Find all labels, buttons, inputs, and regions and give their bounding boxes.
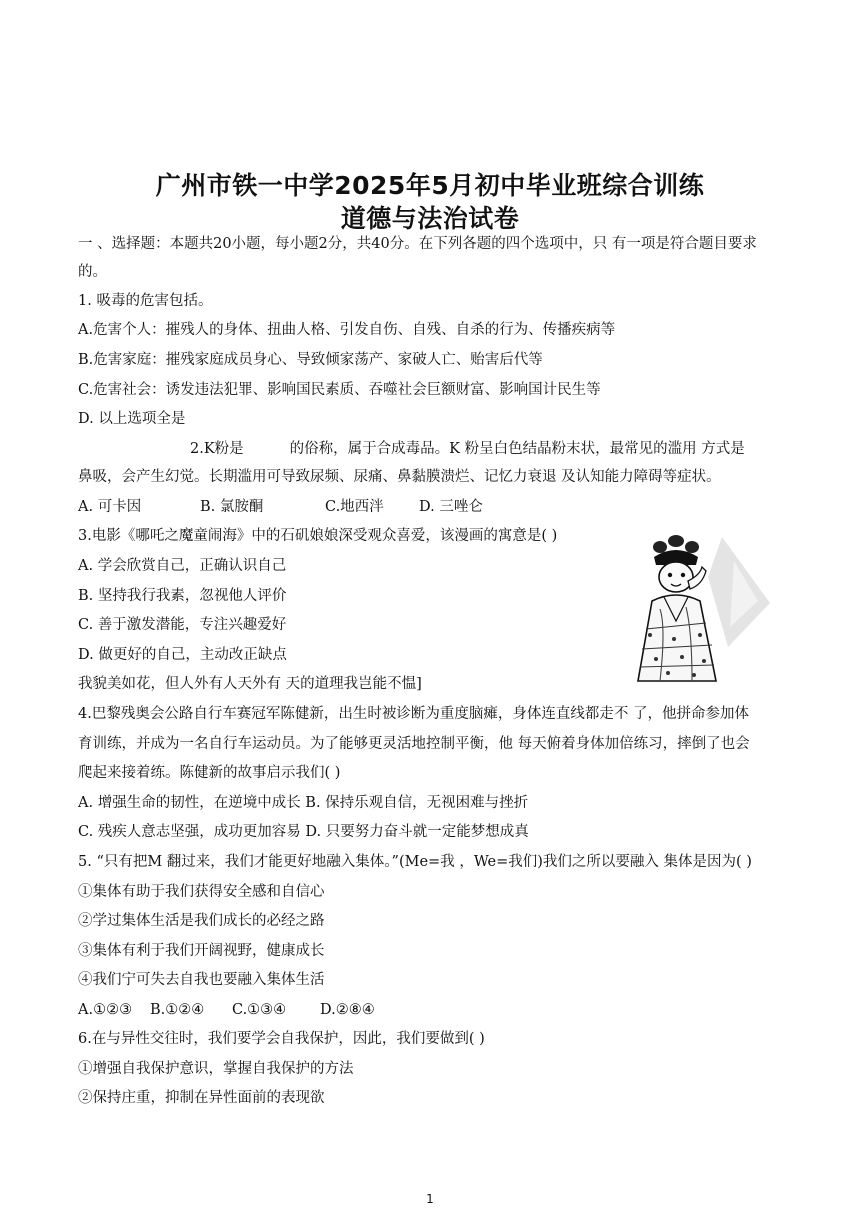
q2-option-a: A. 可卡因 [78, 499, 142, 515]
q2-stem [190, 439, 745, 459]
q5-options [78, 1000, 375, 1020]
q5-option-d: D.②⑧④ [320, 1002, 375, 1018]
exam-subtitle: 道德与法治试卷 [340, 204, 520, 233]
q2-stem-part1: 2.K粉是 [190, 441, 244, 457]
q5-option-b: B.①②④ [150, 1002, 205, 1018]
q5-option-c: C.①③④ [232, 1002, 287, 1018]
q1-option-c: C.危害社会：诱发违法犯罪、影响国民素质、吞噬社会巨额财富、影响国计民生等 [78, 382, 601, 398]
q4-stem: 4.巴黎残奥会公路自行车赛冠军陈健新，出生时被诊断为重度脑瘫，身体连直线都走不 了，他拼命参加体 [78, 706, 749, 722]
section-instructions-cont: 的。 [78, 264, 107, 280]
exam-title: 广州市铁一中学2025年5月初中毕业班综合训练 [155, 171, 705, 200]
q1-stem: 1. 吸毒的危害包括。 [78, 293, 213, 309]
shiji-cartoon-image [630, 531, 772, 687]
page-number: 1 [426, 1192, 434, 1206]
q3-cartoon-caption: 我貌美如花，但人外有人天外有 天的道理我岂能不愠] [78, 676, 422, 692]
q3-option-c: C. 善于激发潜能，专注兴趣爱好 [78, 617, 287, 633]
q2-options [78, 497, 483, 517]
q4-options-ab: A. 增强生命的韧性，在逆境中成长 B. 保持乐观自信，无视困难与挫折 [78, 795, 529, 811]
q6-statement-1: ①增强自我保护意识，掌握自我保护的方法 [78, 1061, 354, 1077]
q4-options-cd: C. 残疾人意志坚强，成功更加容易 D. 只要努力奋斗就一定能梦想成真 [78, 824, 529, 840]
q3-option-d: D. 做更好的自己，主动改正缺点 [78, 647, 287, 663]
q5-statement-3: ③集体有利于我们开阔视野，健康成长 [78, 943, 325, 959]
q4-stem-cont-2: 爬起来接着练。陈健新的故事启示我们( ) [78, 765, 341, 781]
q6-statement-2: ②保持庄重，抑制在异性面前的表现欲 [78, 1090, 325, 1106]
q5-statement-4: ④我们宁可失去自我也要融入集体生活 [78, 972, 325, 988]
q2-option-b: B. 氯胺酮 [200, 499, 264, 515]
q2-option-d: D. 三唑仑 [419, 499, 483, 515]
q4-stem-cont-1: 育训练，并成为一名自行车运动员。为了能够更灵活地控制平衡，他 每天俯着身体加倍练习，摔倒了也会 [78, 736, 750, 752]
q5-option-a: A.①②③ [78, 1002, 133, 1018]
q2-option-c: C.地西泮 [325, 499, 384, 515]
q5-stem: 5. “只有把M 翻过来，我们才能更好地融入集体。”(Me=我 ，We=我们)我们之所以要融入 集体是因为( ) [78, 854, 752, 870]
q5-statement-2: ②学过集体生活是我们成长的必经之路 [78, 913, 325, 929]
q2-stem-cont: 鼻吸，会产生幻觉。长期滥用可导致尿频、尿痛、鼻黏膜溃烂、记忆力衰退 及认知能力障碍等症状。 [78, 469, 721, 485]
section-instructions: 一 、选择题：本题共20小题，每小题2分，共40分。在下列各题的四个选项中，只 有一项是符合题目要求 [78, 236, 757, 252]
q1-option-b: B.危害家庭：摧残家庭成员身心、导致倾家荡产、家破人亡、贻害后代等 [78, 352, 543, 368]
q2-stem-part2: 的俗称，属于合成毒品。K 粉呈白色结晶粉末状，最常见的滥用 方式是 [289, 441, 745, 457]
q3-option-b: B. 坚持我行我素，忽视他人评价 [78, 588, 287, 604]
q3-option-a: A. 学会欣赏自己，正确认识自己 [78, 558, 287, 574]
q3-stem: 3.电影《哪吒之魔童闹海》中的石矶娘娘深受观众喜爱，该漫画的寓意是( ) [78, 528, 558, 544]
q1-option-a: A.危害个人：摧残人的身体、扭曲人格、引发自伤、自残、自杀的行为、传播疾病等 [78, 322, 616, 338]
q5-statement-1: ①集体有助于我们获得安全感和自信心 [78, 884, 325, 900]
q1-option-d: D. 以上选项全是 [78, 411, 186, 427]
q6-stem: 6.在与异性交往时，我们要学会自我保护，因此，我们要做到( ) [78, 1031, 485, 1047]
